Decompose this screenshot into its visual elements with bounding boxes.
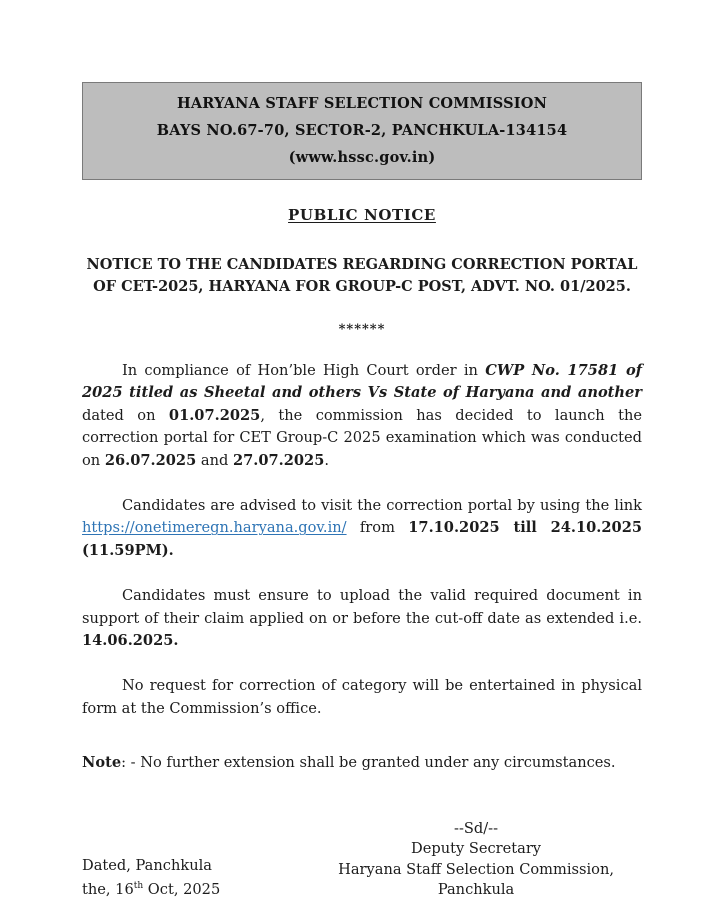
signature-block — [338, 819, 614, 901]
text-segment: No request for correction of category will be entertained in physical form at the Commission’s office. — [82, 677, 642, 717]
text-segment: : - No further extension shall be granted under any circumstances. — [121, 754, 616, 772]
text-segment: 14.06.2025. — [82, 632, 179, 650]
commission-address: BAYS NO.67-70, SECTOR-2, PANCHKULA-134154 — [156, 122, 568, 139]
signature-row — [82, 819, 642, 901]
paragraph-portal-link — [82, 495, 642, 562]
text-segment: Candidates are advised to visit the correction portal by using the link — [122, 497, 642, 515]
signatory-organization: Haryana Staff Selection Commission, — [338, 860, 614, 878]
public-notice-title: PUBLIC NOTICE — [288, 206, 436, 224]
text-segment: Note — [82, 754, 122, 772]
stars-separator: ****** — [338, 322, 386, 337]
paragraph-upload-documents — [82, 585, 642, 652]
notice-heading: NOTICE TO THE CANDIDATES REGARDING CORRECTION PORTAL OF CET-2025, HARYANA FOR GROUP-C POST, ADVT. NO. 01/2025. — [86, 256, 638, 295]
text-segment: In compliance of Hon’ble High Court order in — [122, 362, 486, 379]
signatory-designation: Deputy Secretary — [411, 840, 542, 858]
text-segment: , the commission has decided to launch the correction portal for CET Group-C 2025 examination which was conducted on — [82, 406, 642, 469]
text-segment: and — [196, 451, 233, 469]
text-segment: 17.10.2025 till 24.10.2025 (11.59PM). — [82, 519, 643, 559]
text-segment: 27.07.2025 — [232, 451, 325, 469]
commission-name: HARYANA STAFF SELECTION COMMISSION — [176, 95, 548, 112]
text-segment: dated on — [82, 406, 169, 424]
text-segment: th — [133, 881, 144, 892]
note-line — [82, 752, 642, 774]
text-segment: from — [346, 519, 409, 537]
date-line — [82, 876, 220, 900]
text-segment: CWP No. 17581 of 2025 titled as Sheetal and others Vs State of Haryana and another — [82, 362, 642, 402]
signatory-place: Panchkula — [437, 881, 515, 899]
correction-portal-link[interactable]: https://onetimeregn.haryana.gov.in/ — [82, 519, 347, 537]
signatory-sd: --Sd/-- — [454, 819, 499, 837]
text-segment: 01.07.2025 — [168, 406, 261, 424]
text-segment: Candidates must ensure to upload the valid required document in support of their claim applied on or before the cut-off date as extended i.e. — [82, 587, 642, 627]
text-segment: . — [324, 451, 330, 469]
commission-website: (www.hssc.gov.in) — [288, 149, 436, 166]
text-segment: 26.07.2025 — [104, 451, 197, 469]
date-place: Dated, Panchkula — [82, 856, 212, 874]
paragraph-no-physical-form — [82, 675, 642, 720]
text-segment: Oct, 2025 — [143, 881, 221, 899]
header-box — [82, 82, 642, 180]
date-block — [82, 856, 220, 901]
text-segment: the, 16 — [82, 881, 134, 899]
paragraph-compliance — [82, 360, 642, 472]
